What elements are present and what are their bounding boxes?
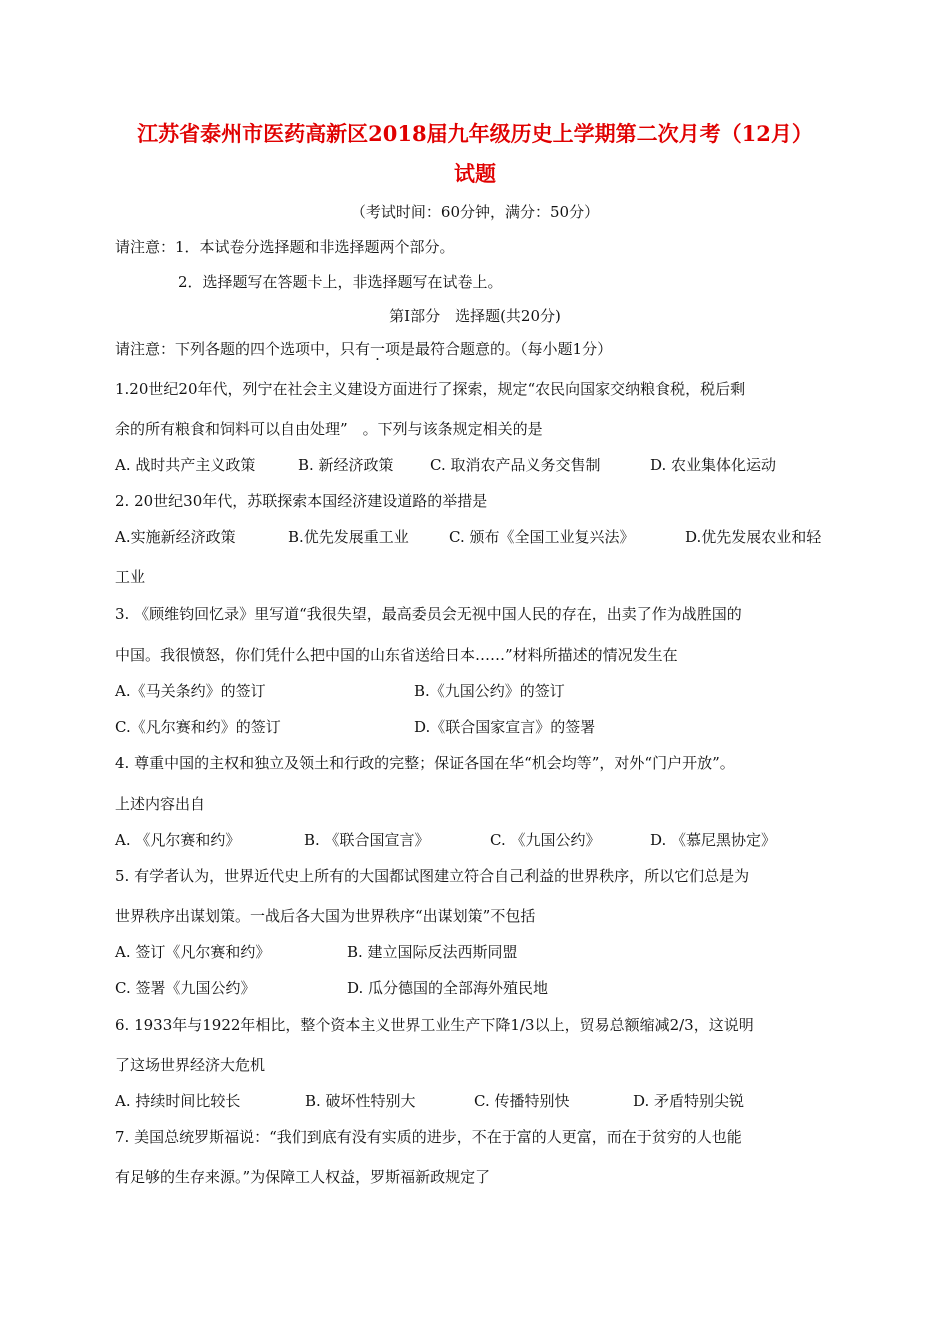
q7-stem-line2: 有足够的生存来源。”为保障工人权益，罗斯福新政规定了 bbox=[115, 1168, 491, 1186]
q4-option-d: D. 《慕尼黑协定》 bbox=[650, 831, 777, 849]
q1-option-a: A. 战时共产主义政策 bbox=[115, 456, 256, 474]
q2-option-d-continued: 工业 bbox=[115, 568, 146, 586]
q5-option-a: A. 签订《凡尔赛和约》 bbox=[115, 943, 271, 961]
q5-stem-line2: 世界秩序出谋划策。一战后各大国为世界秩序“出谋划策”不包括 bbox=[115, 907, 536, 925]
q3-option-b: B.《九国公约》的签订 bbox=[414, 682, 565, 700]
q5-option-c: C. 签署《九国公约》 bbox=[115, 979, 256, 997]
q4-option-c: C. 《九国公约》 bbox=[490, 831, 601, 849]
exam-title-line1: 江苏省泰州市医药高新区2018届九年级历史上学期第二次月考（12月） bbox=[137, 121, 813, 146]
q4-option-a: A. 《凡尔赛和约》 bbox=[115, 831, 241, 849]
q3-stem-line2: 中国。我很愤怒，你们凭什么把中国的山东省送给日本……”材料所描述的情况发生在 bbox=[115, 646, 678, 664]
q2-option-a: A.实施新经济政策 bbox=[115, 528, 236, 546]
instruction-after: 项是最符合题意的。（每小题1分） bbox=[385, 340, 613, 358]
q2-option-d: D.优先发展农业和轻 bbox=[685, 528, 822, 546]
q1-option-d: D. 农业集体化运动 bbox=[650, 456, 777, 474]
q6-option-a: A. 持续时间比较长 bbox=[115, 1092, 241, 1110]
section-instruction bbox=[115, 339, 612, 359]
q3-option-a: A.《马关条约》的签订 bbox=[115, 682, 266, 700]
note-1: 请注意：1．本试卷分选择题和非选择题两个部分。 bbox=[115, 238, 455, 256]
q1-stem-line1: 1.20世纪20年代，列宁在社会主义建设方面进行了探索，规定“农民向国家交纳粮食税，税后剩 bbox=[115, 380, 746, 398]
q2-option-b: B.优先发展重工业 bbox=[288, 528, 409, 546]
q2-option-c: C. 颁布《全国工业复兴法》 bbox=[449, 528, 635, 546]
q6-stem-line1: 6. 1933年与1922年相比，整个资本主义世界工业生产下降1/3以上，贸易总额缩减2/3，这说明 bbox=[115, 1016, 754, 1034]
q3-option-d: D.《联合国家宣言》的签署 bbox=[414, 718, 596, 736]
q5-stem-line1: 5. 有学者认为，世界近代史上所有的大国都试图建立符合自己利益的世界秩序，所以它们总是为 bbox=[115, 867, 750, 885]
q1-stem-line2: 余的所有粮食和饲料可以自由处理” 。下列与该条规定相关的是 bbox=[115, 420, 543, 438]
q4-stem-line1: 4. 尊重中国的主权和独立及领土和行政的完整；保证各国在华“机会均等”，对外“门户开放”。 bbox=[115, 754, 735, 772]
exam-title-line2: 试题 bbox=[454, 161, 496, 186]
q6-option-c: C. 传播特别快 bbox=[474, 1092, 570, 1110]
q3-stem-line1: 3. 《顾维钧回忆录》里写道“我很失望，最高委员会无视中国人民的存在，出卖了作为战胜国的 bbox=[115, 605, 742, 623]
q6-option-b: B. 破坏性特别大 bbox=[305, 1092, 416, 1110]
q6-stem-line2: 了这场世界经济大危机 bbox=[115, 1056, 266, 1074]
exam-info: （考试时间：60分钟，满分：50分） bbox=[350, 203, 600, 221]
instruction-emphasis: 一 bbox=[370, 340, 386, 358]
q6-option-d: D. 矛盾特别尖锐 bbox=[633, 1092, 745, 1110]
section-heading: 第Ⅰ部分 选择题(共20分) bbox=[389, 307, 561, 325]
instruction-before: 请注意：下列各题的四个选项中，只有 bbox=[115, 340, 371, 358]
q7-stem-line1: 7. 美国总统罗斯福说：“我们到底有没有实质的进步，不在于富的人更富，而在于贫穷的人也能 bbox=[115, 1128, 742, 1146]
q4-stem-line2: 上述内容出自 bbox=[115, 795, 206, 813]
q2-stem: 2. 20世纪30年代，苏联探索本国经济建设道路的举措是 bbox=[115, 492, 488, 510]
q5-option-d: D. 瓜分德国的全部海外殖民地 bbox=[347, 979, 549, 997]
q1-option-c: C. 取消农产品义务交售制 bbox=[430, 456, 601, 474]
q3-option-c: C.《凡尔赛和约》的签订 bbox=[115, 718, 281, 736]
q4-option-b: B. 《联合国宣言》 bbox=[304, 831, 430, 849]
note-2: 2．选择题写在答题卡上，非选择题写在试卷上。 bbox=[178, 273, 503, 291]
q1-option-b: B. 新经济政策 bbox=[298, 456, 394, 474]
q5-option-b: B. 建立国际反法西斯同盟 bbox=[347, 943, 518, 961]
